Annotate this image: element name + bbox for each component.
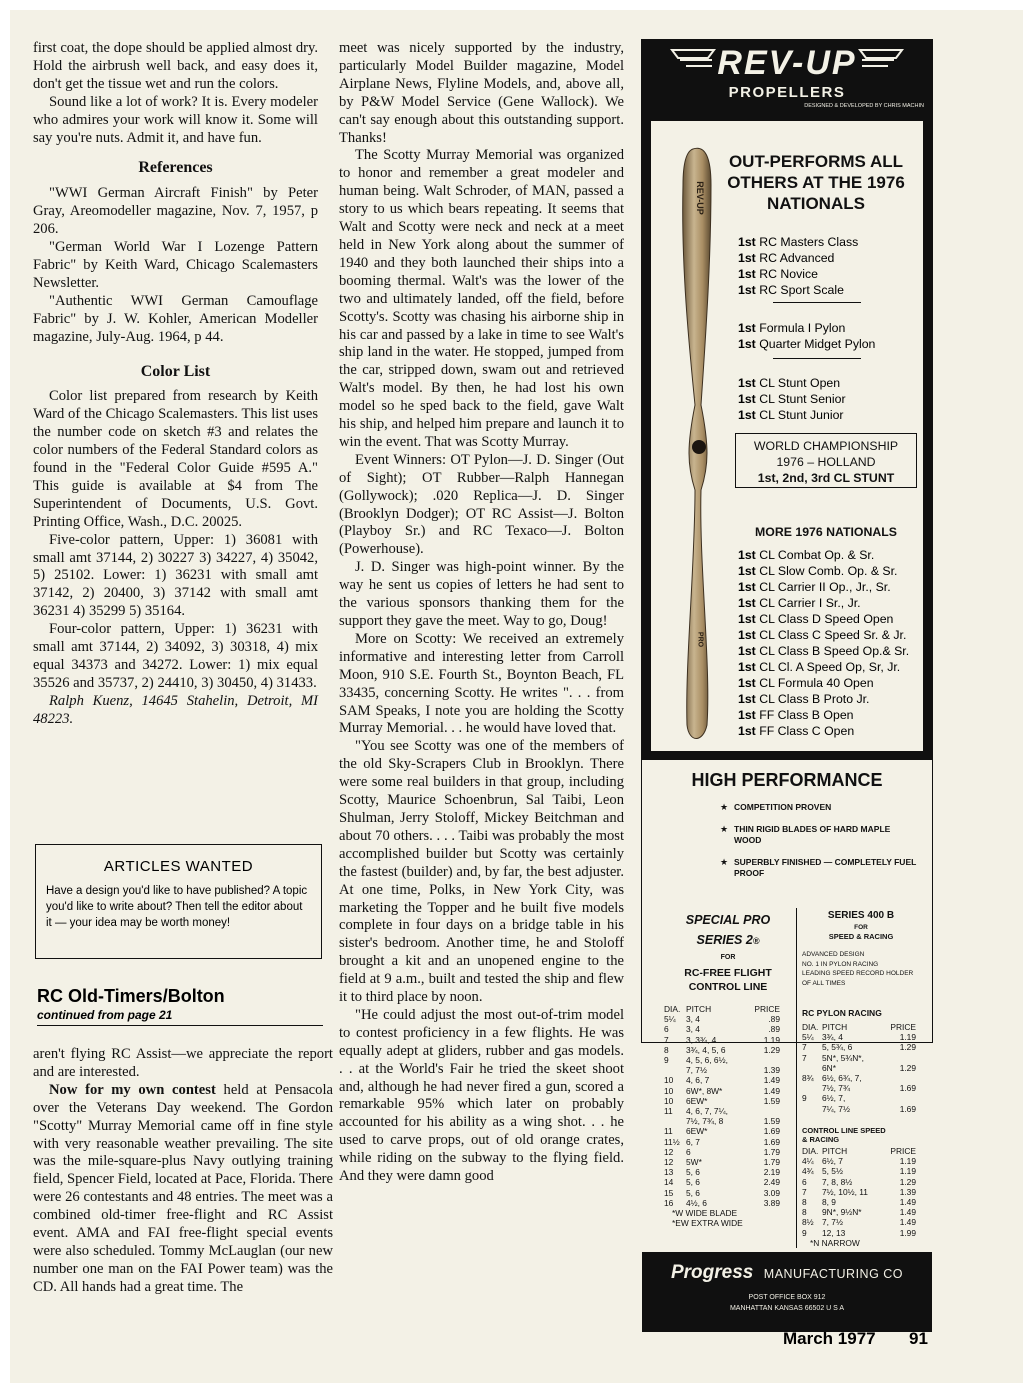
- table-row: [802, 1053, 918, 1063]
- table-cell: 3¾, 4, 5, 6: [686, 1044, 726, 1055]
- table-cell: 10: [664, 1075, 674, 1086]
- table-cell: 6½, 7,: [822, 1093, 846, 1104]
- world-championship-line: WORLD CHAMPIONSHIP: [753, 439, 899, 453]
- table-cell: 6: [686, 1146, 691, 1157]
- articles-wanted-title: ARTICLES WANTED: [103, 858, 254, 875]
- table-row: [664, 1075, 782, 1085]
- special-pro-table: [664, 1004, 782, 1228]
- table-cell: 6: [802, 1176, 807, 1187]
- table-cell: 5, 6: [686, 1187, 700, 1198]
- table-cell: 1.49: [763, 1075, 780, 1086]
- table-cell: 3.89: [763, 1197, 780, 1208]
- table-cell: 5N*, 5¾N*,: [822, 1052, 864, 1063]
- table-row: [802, 1073, 918, 1083]
- table-cell: 1.49: [763, 1085, 780, 1096]
- table-note: *W WIDE BLADE: [672, 1208, 738, 1219]
- ad-list-item: 1st CL Combat Op. & Sr.: [738, 548, 875, 562]
- ad-list-item: 1st CL Class C Speed Sr. & Jr.: [738, 628, 907, 642]
- paragraph-text: held at Pensacola over the Veterans Day weekend. The Gordon "Scotty" Murray Memorial came off in fine style with very reasonable weather prevailing. The site was the mile-square-plus Navy outlying training field, Spencer Field, located at Pace, Florida. There were 26 contestants and 48 entries. The meet was a combined old-timer free-flight and RC Assist event. AMA and FAI free-flight special events were also scheduled. Tommy McLauglan (our new number one man on the FAI Power team) was the CD. All hands had a great time. The: [33, 1081, 334, 1295]
- pylon-heading: RC PYLON RACING: [802, 1008, 882, 1018]
- table-cell: 2.49: [763, 1177, 780, 1188]
- articles-wanted-box: [35, 844, 322, 959]
- table-cell: 14: [664, 1177, 674, 1188]
- ad-list-item: 1st CL Carrier I Sr., Jr.: [738, 596, 861, 610]
- table-cell: 1.29: [899, 1062, 916, 1073]
- color-list-heading: Color List: [140, 362, 211, 380]
- high-performance-title: HIGH PERFORMANCE: [691, 770, 883, 790]
- table-header: [802, 1022, 918, 1032]
- references-heading: References: [138, 159, 213, 177]
- table-cell: 7½, 7¾, 8: [686, 1116, 724, 1127]
- series-400-title: SERIES 400 B: [827, 910, 895, 921]
- table-cell: 8: [802, 1197, 807, 1208]
- star-icon: ★: [720, 802, 729, 812]
- table-row: [664, 1147, 782, 1157]
- table-row: [664, 1116, 782, 1126]
- table-cell: 8: [664, 1044, 669, 1055]
- table-cell: [664, 1116, 686, 1126]
- table-cell: 11: [664, 1106, 673, 1117]
- star-icon: ★: [720, 857, 729, 867]
- table-cell: 1.49: [899, 1217, 916, 1228]
- registered-mark: ®: [752, 936, 760, 946]
- table-cell: 1.79: [763, 1146, 780, 1157]
- ad-list-item: 1st FF Class B Open: [738, 708, 854, 722]
- table-cell: 1.19: [899, 1166, 916, 1177]
- table-cell: PRICE: [890, 1146, 916, 1156]
- table-cell: 1.69: [763, 1136, 780, 1147]
- ad-list-item: 1st CL Stunt Junior: [738, 408, 844, 422]
- table-cell: 1.69: [899, 1083, 916, 1094]
- table-row: [664, 1024, 782, 1034]
- feature-text: COMPETITION PROVEN: [734, 802, 832, 812]
- author-credit: Ralph Kuenz, 14645 Stahelin, Detroit, MI 48223.: [33, 692, 318, 727]
- paragraph: Four-color pattern, Upper: 1) 36231 with small amt 37144, 2) 34092, 3) 30318, 4) mix equal 34373 and 34272. Lower: 1) mix equal 35526 and 35737, 2) 24410, 3) 30450, 4) 31433.: [33, 621, 318, 691]
- place-label: 1st: [738, 267, 756, 281]
- feature-text: THIN RIGID BLADES OF HARD MAPLE WOOD: [734, 824, 891, 845]
- for-label: FOR: [854, 924, 868, 931]
- place-label: 1st: [738, 564, 756, 578]
- paragraph: Color list prepared from research by Keith Ward of the Chicago Scalemasters. This list uses the number code on sketch #3 and relates the color numbers of the Federal Standard colors as found in the "Federal Color Guide #595 A." This guide is available at $4 from The Superintendent of Documents, U.S. Govt. Printing Office, Wash., D.C. 20025.: [33, 388, 318, 530]
- table-row: [664, 1106, 782, 1116]
- divider: [773, 302, 861, 303]
- manufacturer-address-1: POST OFFICE BOX 912: [748, 1294, 826, 1301]
- manufacturer-name: [642, 1262, 932, 1284]
- paragraph: J. D. Singer was high-point winner. By the way he sent us copies of letters he had sent to the various sponsors thanking them for the support they gave the meet. Way to go, Doug!: [339, 559, 624, 629]
- column-left-lower: [33, 1046, 333, 1297]
- place-label: 1st: [738, 283, 756, 297]
- table-cell: 1.29: [899, 1042, 916, 1053]
- nationals-list-4: [738, 547, 909, 739]
- table-cell: 1.49: [899, 1207, 916, 1218]
- table-row: [664, 1035, 782, 1045]
- table-cell: 5¼: [802, 1032, 814, 1043]
- table-cell: 5, 6: [686, 1177, 700, 1188]
- table-cell: 4, 5, 6, 6½,: [686, 1055, 728, 1066]
- ad-list-item: 1st RC Masters Class: [738, 235, 859, 249]
- page-number: 91: [909, 1329, 928, 1348]
- divider: [37, 1025, 323, 1026]
- prop-label-pro: PRO: [696, 631, 704, 648]
- table-cell: PRICE: [754, 1004, 780, 1014]
- article-header: [37, 986, 327, 1026]
- table-cell: 5, 5½: [822, 1166, 843, 1177]
- manufacturer-address-2: MANHATTAN KANSAS 66502 U S A: [729, 1305, 845, 1312]
- table-cell: 1.69: [763, 1126, 780, 1137]
- table-cell: 1.59: [763, 1116, 780, 1127]
- brand-sub: PROPELLERS: [728, 84, 846, 101]
- place-label: 1st: [738, 251, 756, 265]
- table-cell: 4, 6, 7, 7¼,: [686, 1106, 728, 1117]
- table-cell: 7: [664, 1034, 669, 1045]
- table-cell: 3, 4: [686, 1024, 700, 1035]
- table-cell: 3, 3¾, 4: [686, 1034, 717, 1045]
- lead-in: Now for my own contest: [49, 1081, 216, 1098]
- table-cell: [802, 1063, 822, 1073]
- manufacturer-brand: Progress: [670, 1262, 754, 1283]
- special-pro-use: [662, 966, 794, 994]
- manufacturer-bar: [642, 1252, 932, 1332]
- rev-up-advertisement: [641, 39, 933, 1312]
- control-line-heading: CONTROL LINE SPEED & RACING: [802, 1126, 886, 1144]
- table-cell: 5W*: [686, 1157, 702, 1168]
- table-cell: 10: [664, 1095, 674, 1106]
- table-cell: 3.09: [763, 1187, 780, 1198]
- table-cell: 1.39: [899, 1186, 916, 1197]
- table-cell: [746, 1055, 782, 1065]
- ad-list-item: 1st CL Cl. A Speed Op, Sr, Jr.: [738, 660, 901, 674]
- table-row: [664, 1096, 782, 1106]
- table-cell: 1.39: [763, 1065, 780, 1076]
- ad-list-item: 1st CL Carrier II Op., Jr., Sr.: [738, 580, 891, 594]
- world-championship-line: 1st, 2nd, 3rd CL STUNT: [757, 471, 895, 485]
- table-cell: PRICE: [890, 1022, 916, 1032]
- table-cell: DIA.: [802, 1146, 819, 1156]
- table-cell: 9: [802, 1227, 807, 1238]
- table-row: [802, 1177, 918, 1187]
- article-title: RC Old-Timers/Bolton: [37, 986, 225, 1006]
- paragraph: first coat, the dope should be applied almost dry. Hold the airbrush well back, and easy does it, don't get the tissue wet and run the colors.: [33, 40, 318, 92]
- table-cell: 3, 4: [686, 1014, 700, 1025]
- ad-list-item: 1st Quarter Midget Pylon: [738, 337, 876, 351]
- feature-item: [720, 802, 920, 813]
- place-label: 1st: [738, 392, 756, 406]
- table-row: [802, 1197, 918, 1207]
- feature-item: [720, 857, 920, 879]
- special-pro-title-1: SPECIAL PRO: [685, 913, 771, 927]
- table-cell: 3¾, 4: [822, 1032, 843, 1043]
- place-label: 1st: [738, 321, 756, 335]
- paragraph: "You see Scotty was one of the members of the old Sky-Scrapers Club in Brooklyn. There were some real builders in that group, including Scotty, Maurice Schoenbrun, Sal Taibi, Leon Shulman, Jerry Stoloff, Mickey Beitchman and about 70 others. . . . Taibi was probably the most accomplished builder but Scotty was certainly the fastest (builder) and, by far, the best adjuster. At one time, Polks, in New York City, was marketing the Topper and he built five models complete in four days on a bridge table in his sister's bedroom. Another time, he and Stoloff brought a kit and an unopened engine to the field at 9 a.m., built and tested the ship and flew it to third place by noon.: [339, 738, 624, 1006]
- table-row: [664, 1157, 782, 1167]
- table-cell: 1.79: [763, 1157, 780, 1168]
- table-row: [664, 1167, 782, 1177]
- table-cell: [746, 1106, 782, 1116]
- table-cell: 1.49: [899, 1197, 916, 1208]
- table-cell: DIA.: [664, 1004, 681, 1014]
- special-pro-use-2: CONTROL LINE: [688, 981, 768, 993]
- reference-item: "German World War I Lozenge Pattern Fabric" by Keith Ward, Chicago Scalemasters Newsletter.: [33, 239, 318, 291]
- more-nationals-heading: MORE 1976 NATIONALS: [755, 525, 897, 539]
- table-cell: 6W*, 8W*: [686, 1085, 723, 1096]
- control-line-table: [802, 1146, 918, 1248]
- series-400-desc-line: ADVANCED DESIGN: [802, 951, 865, 958]
- brand-name: REV-UP: [717, 44, 857, 82]
- table-cell: 13: [664, 1167, 674, 1178]
- paragraph: Five-color pattern, Upper: 1) 36081 with small amt 37144, 2) 30227 3) 34227, 4) 35042, 5) 25102. Lower: 1) 36231 with small amt 37142, 2) 20400, 3) 37142 with small amt 36231 4) 35299 5) 35164.: [33, 531, 318, 620]
- place-label: 1st: [738, 580, 756, 594]
- table-row: [664, 1177, 782, 1187]
- high-performance-panel: [642, 760, 932, 1312]
- table-row: [802, 1207, 918, 1217]
- ad-headline: OUT-PERFORMS ALL OTHERS AT THE 1976 NATIONALS: [727, 152, 905, 213]
- table-row: [664, 1045, 782, 1055]
- table-cell: 8, 9: [822, 1197, 836, 1208]
- table-cell: 1.19: [899, 1032, 916, 1043]
- column-left: [33, 40, 318, 729]
- issue-date: March 1977: [783, 1329, 876, 1348]
- table-cell: 12: [664, 1146, 674, 1157]
- table-cell: 11: [664, 1126, 673, 1137]
- table-cell: 1.19: [763, 1034, 780, 1045]
- place-label: 1st: [738, 708, 756, 722]
- table-row: [802, 1032, 918, 1042]
- special-pro-title: [662, 910, 794, 951]
- table-cell: 1.29: [763, 1044, 780, 1055]
- ad-list-item: 1st CL Class B Proto Jr.: [738, 692, 870, 706]
- table-row: [664, 1188, 782, 1198]
- ad-list-item: 1st FF Class C Open: [738, 724, 855, 738]
- nationals-list-2: [738, 320, 875, 352]
- table-cell: 1.99: [899, 1227, 916, 1238]
- table-row: [802, 1083, 918, 1093]
- table-cell: 9: [802, 1093, 807, 1104]
- table-cell: 4¼: [802, 1156, 814, 1167]
- paragraph: The Scotty Murray Memorial was organized to honor and remember a great modeler and human being. Walt Schroder, of MAN, passed a story to us which bears repeating. It seems that Walt and Scotty were neck and neck at a meet held in New York along about the summer of 1940 and they both launched their ships into a booming thermal. Walt's was the lower of the two and ultimately landed, off the field, before Scotty's. Scotty was chasing his airborne ship in his car and passed by a lake in time to see Walt's ship land in the water. He stopped, jumped from the car, stripped down, swam out and retrieved Walt's model. By then, he had lost his own model so he sped back to the field, gave Walt his ship, and helped him prepare and launch it to win the event. That was Scotty Murray.: [339, 147, 624, 450]
- article-subtitle: continued from page 21: [37, 1008, 173, 1022]
- for-label: FOR: [720, 954, 736, 961]
- place-label: 1st: [738, 408, 756, 422]
- table-cell: 1.19: [899, 1156, 916, 1167]
- table-cell: [802, 1083, 822, 1093]
- table-cell: 7, 7½: [686, 1065, 707, 1076]
- table-cell: PITCH: [686, 1004, 712, 1014]
- table-header: [802, 1146, 918, 1156]
- column-middle: [339, 40, 624, 1186]
- table-cell: 12, 13: [822, 1227, 846, 1238]
- place-label: 1st: [738, 660, 756, 674]
- table-cell: 9N*, 9½N*: [822, 1207, 862, 1218]
- paragraph: aren't flying RC Assist—we appreciate the report and are interested.: [33, 1046, 333, 1080]
- place-label: 1st: [738, 644, 756, 658]
- table-cell: 1.29: [899, 1176, 916, 1187]
- table-row: [802, 1093, 918, 1103]
- table-cell: 16: [664, 1197, 674, 1208]
- table-cell: 4¾: [802, 1166, 814, 1177]
- ad-list-item: 1st CL Slow Comb. Op. & Sr.: [738, 564, 898, 578]
- table-cell: 8: [802, 1207, 807, 1218]
- nationals-list-3: [738, 375, 846, 423]
- paragraph: Event Winners: OT Pylon—J. D. Singer (Out of Sight); OT Rubber—Ralph Hannegan (Gollywock); .020 Replica—J. D. Singer (Brooklyn Dodger); OT RC Assist—J. Bolton (Playboy Sr.) and RC Texaco—J. Bolton (Powerhouse).: [339, 451, 624, 558]
- world-championship-box: [735, 433, 917, 488]
- ad-list-item: 1st CL Class B Speed Op.& Sr.: [738, 644, 910, 658]
- table-note: *EW EXTRA WIDE: [672, 1218, 743, 1229]
- table-cell: 6EW*: [686, 1126, 708, 1137]
- table-cell: 1.59: [763, 1095, 780, 1106]
- table-cell: 7: [802, 1042, 807, 1053]
- special-pro-use-1: RC-FREE FLIGHT: [684, 967, 772, 979]
- nationals-panel: [642, 112, 932, 760]
- place-label: 1st: [738, 612, 756, 626]
- ad-list-item: 1st CL Stunt Senior: [738, 392, 846, 406]
- table-row: [664, 1198, 782, 1208]
- ad-list-item: 1st CL Stunt Open: [738, 376, 841, 390]
- table-cell: [876, 1073, 918, 1083]
- table-cell: 7, 8, 8½: [822, 1176, 853, 1187]
- table-cell: 5¼: [664, 1014, 676, 1025]
- ad-list-item: 1st RC Advanced: [738, 251, 835, 265]
- series-400-use: SPEED & RACING: [828, 932, 894, 941]
- designer-credit: DESIGNED & DEVELOPED BY CHRIS MACHIN: [804, 103, 924, 109]
- table-cell: 8¾: [802, 1073, 814, 1084]
- place-label: 1st: [738, 235, 756, 249]
- reference-item: "Authentic WWI German Camouflage Fabric" by J. W. Kohler, American Modeller magazine, July-Aug. 1964, p 44.: [33, 292, 318, 345]
- table-row: [802, 1187, 918, 1197]
- table-cell: 4, 6, 7: [686, 1075, 710, 1086]
- divider: [796, 908, 797, 1248]
- table-cell: 6½, 7: [822, 1156, 843, 1167]
- paragraph: More on Scotty: We received an extremely informative and interesting letter from Carroll Moon, 910 S.E. Fourth St., Boynton Beach, FL 33435, concerning Scotty. He writes ". . . from SAM Speaks, I note you are holding the Scotty Murray Memorial. . . he would have loved that.: [339, 630, 624, 737]
- ad-list-item: 1st CL Formula 40 Open: [738, 676, 874, 690]
- paragraph: [33, 1082, 333, 1297]
- special-pro-title-2-text: SERIES 2: [696, 933, 753, 947]
- feature-text: SUPERBLY FINISHED — COMPLETELY FUEL PROOF: [734, 857, 917, 878]
- table-row: [664, 1055, 782, 1065]
- table-row: [802, 1104, 918, 1114]
- place-label: 1st: [738, 596, 756, 610]
- table-cell: .89: [768, 1024, 780, 1035]
- table-cell: [876, 1053, 918, 1063]
- table-row: [664, 1086, 782, 1096]
- table-cell: .89: [768, 1014, 780, 1025]
- table-cell: 5, 5¾, 6: [822, 1042, 853, 1053]
- magazine-page: [10, 10, 1023, 1383]
- table-cell: PITCH: [822, 1146, 848, 1156]
- table-cell: 10: [664, 1085, 674, 1096]
- table-row: [802, 1063, 918, 1073]
- table-note: *N NARROW: [810, 1237, 860, 1248]
- world-championship-text: [736, 438, 916, 486]
- series-400-desc-line: LEADING SPEED RECORD HOLDER OF ALL TIMES: [802, 970, 914, 987]
- ad-list-item: 1st RC Novice: [738, 267, 818, 281]
- articles-wanted-body: Have a design you'd like to have published? A topic you'd like to write about? Then tell the editor about it — your idea may be worth money!: [46, 885, 308, 929]
- table-cell: 12: [664, 1157, 674, 1168]
- table-cell: 5, 6: [686, 1167, 700, 1178]
- table-row: [802, 1156, 918, 1166]
- feature-item: [720, 824, 920, 846]
- ad-list-item: 1st CL Class D Speed Open: [738, 612, 894, 626]
- table-cell: 11½: [664, 1136, 680, 1147]
- ad-banner: [642, 40, 932, 112]
- table-cell: [876, 1093, 918, 1103]
- paragraph: meet was nicely supported by the industry, particularly Model Builder magazine, Model Airplane News, Flyline Models, and, above all, by P&W Model Service (Gene Wallock). We can't say enough about this outstanding support. Thanks!: [339, 40, 624, 146]
- table-cell: 1.69: [899, 1103, 916, 1114]
- table-cell: 6, 7: [686, 1136, 700, 1147]
- table-cell: 6: [664, 1024, 669, 1035]
- table-cell: 4½, 6: [686, 1197, 707, 1208]
- table-cell: 2.19: [763, 1167, 780, 1178]
- ad-list-item: 1st Formula I Pylon: [738, 321, 846, 335]
- divider: [773, 358, 861, 359]
- place-label: 1st: [738, 376, 756, 390]
- paragraph: Sound like a lot of work? It is. Every modeler who admires your work will know it. Some will say you're nuts. Admit it, and have fun.: [33, 93, 318, 146]
- series-400-desc-line: NO. 1 IN PYLON RACING: [802, 960, 879, 968]
- table-row: [802, 1217, 918, 1227]
- table-row: [664, 1137, 782, 1147]
- table-row: [802, 1042, 918, 1052]
- ad-list-item: 1st RC Sport Scale: [738, 283, 844, 297]
- world-championship-line: 1976 – HOLLAND: [776, 455, 876, 469]
- pylon-table: [802, 1022, 918, 1114]
- table-cell: 15: [664, 1187, 674, 1198]
- table-cell: PITCH: [822, 1022, 848, 1032]
- table-row: [664, 1065, 782, 1075]
- place-label: 1st: [738, 548, 756, 562]
- table-cell: 7: [802, 1186, 807, 1197]
- reference-item: "WWI German Aircraft Finish" by Peter Gray, Areomodeller magazine, Nov. 7, 1957, p 206.: [33, 185, 318, 238]
- manufacturer-rest: MANUFACTURING CO: [763, 1267, 904, 1281]
- series-400-description: [802, 950, 922, 988]
- place-label: 1st: [738, 724, 756, 738]
- table-row: [664, 1126, 782, 1136]
- place-label: 1st: [738, 676, 756, 690]
- special-pro-title-2: [662, 930, 794, 951]
- table-cell: 7¼, 7½: [822, 1103, 850, 1114]
- table-cell: [802, 1104, 822, 1114]
- table-cell: 7, 7½: [822, 1217, 843, 1228]
- feature-list: [720, 802, 920, 890]
- table-cell: [664, 1065, 686, 1075]
- table-cell: 7½, 7¾: [822, 1083, 850, 1094]
- table-cell: 6½, 6¾, 7,: [822, 1073, 862, 1084]
- table-cell: 6N*: [822, 1062, 836, 1073]
- place-label: 1st: [738, 692, 756, 706]
- table-cell: 8½: [802, 1217, 814, 1228]
- table-cell: 7½, 10½, 11: [822, 1186, 868, 1197]
- table-cell: 6EW*: [686, 1095, 708, 1106]
- star-icon: ★: [720, 824, 729, 834]
- nationals-list-1: [738, 234, 858, 298]
- table-cell: 7: [802, 1052, 807, 1063]
- table-row: [802, 1166, 918, 1176]
- table-header: [664, 1004, 782, 1014]
- place-label: 1st: [738, 628, 756, 642]
- table-cell: DIA.: [802, 1022, 819, 1032]
- table-cell: 9: [664, 1055, 669, 1066]
- place-label: 1st: [738, 337, 756, 351]
- table-row: [802, 1228, 918, 1238]
- prop-label: REV-UP: [695, 181, 705, 215]
- paragraph: "He could adjust the most out-of-trim model to contest proficiency in a few flights. He was equally adept at gliders, rubber and gas models. . . at the World's Fair he tried the skeet shoot and, although he had never fired a gun, scored a remarkable 95% which later on probably accounted for his ability as a wing shot. . . he used to carve props, out of old orange crates, while riding on the subway to the flying field. And they were damn good: [339, 1006, 624, 1185]
- table-row: [664, 1014, 782, 1024]
